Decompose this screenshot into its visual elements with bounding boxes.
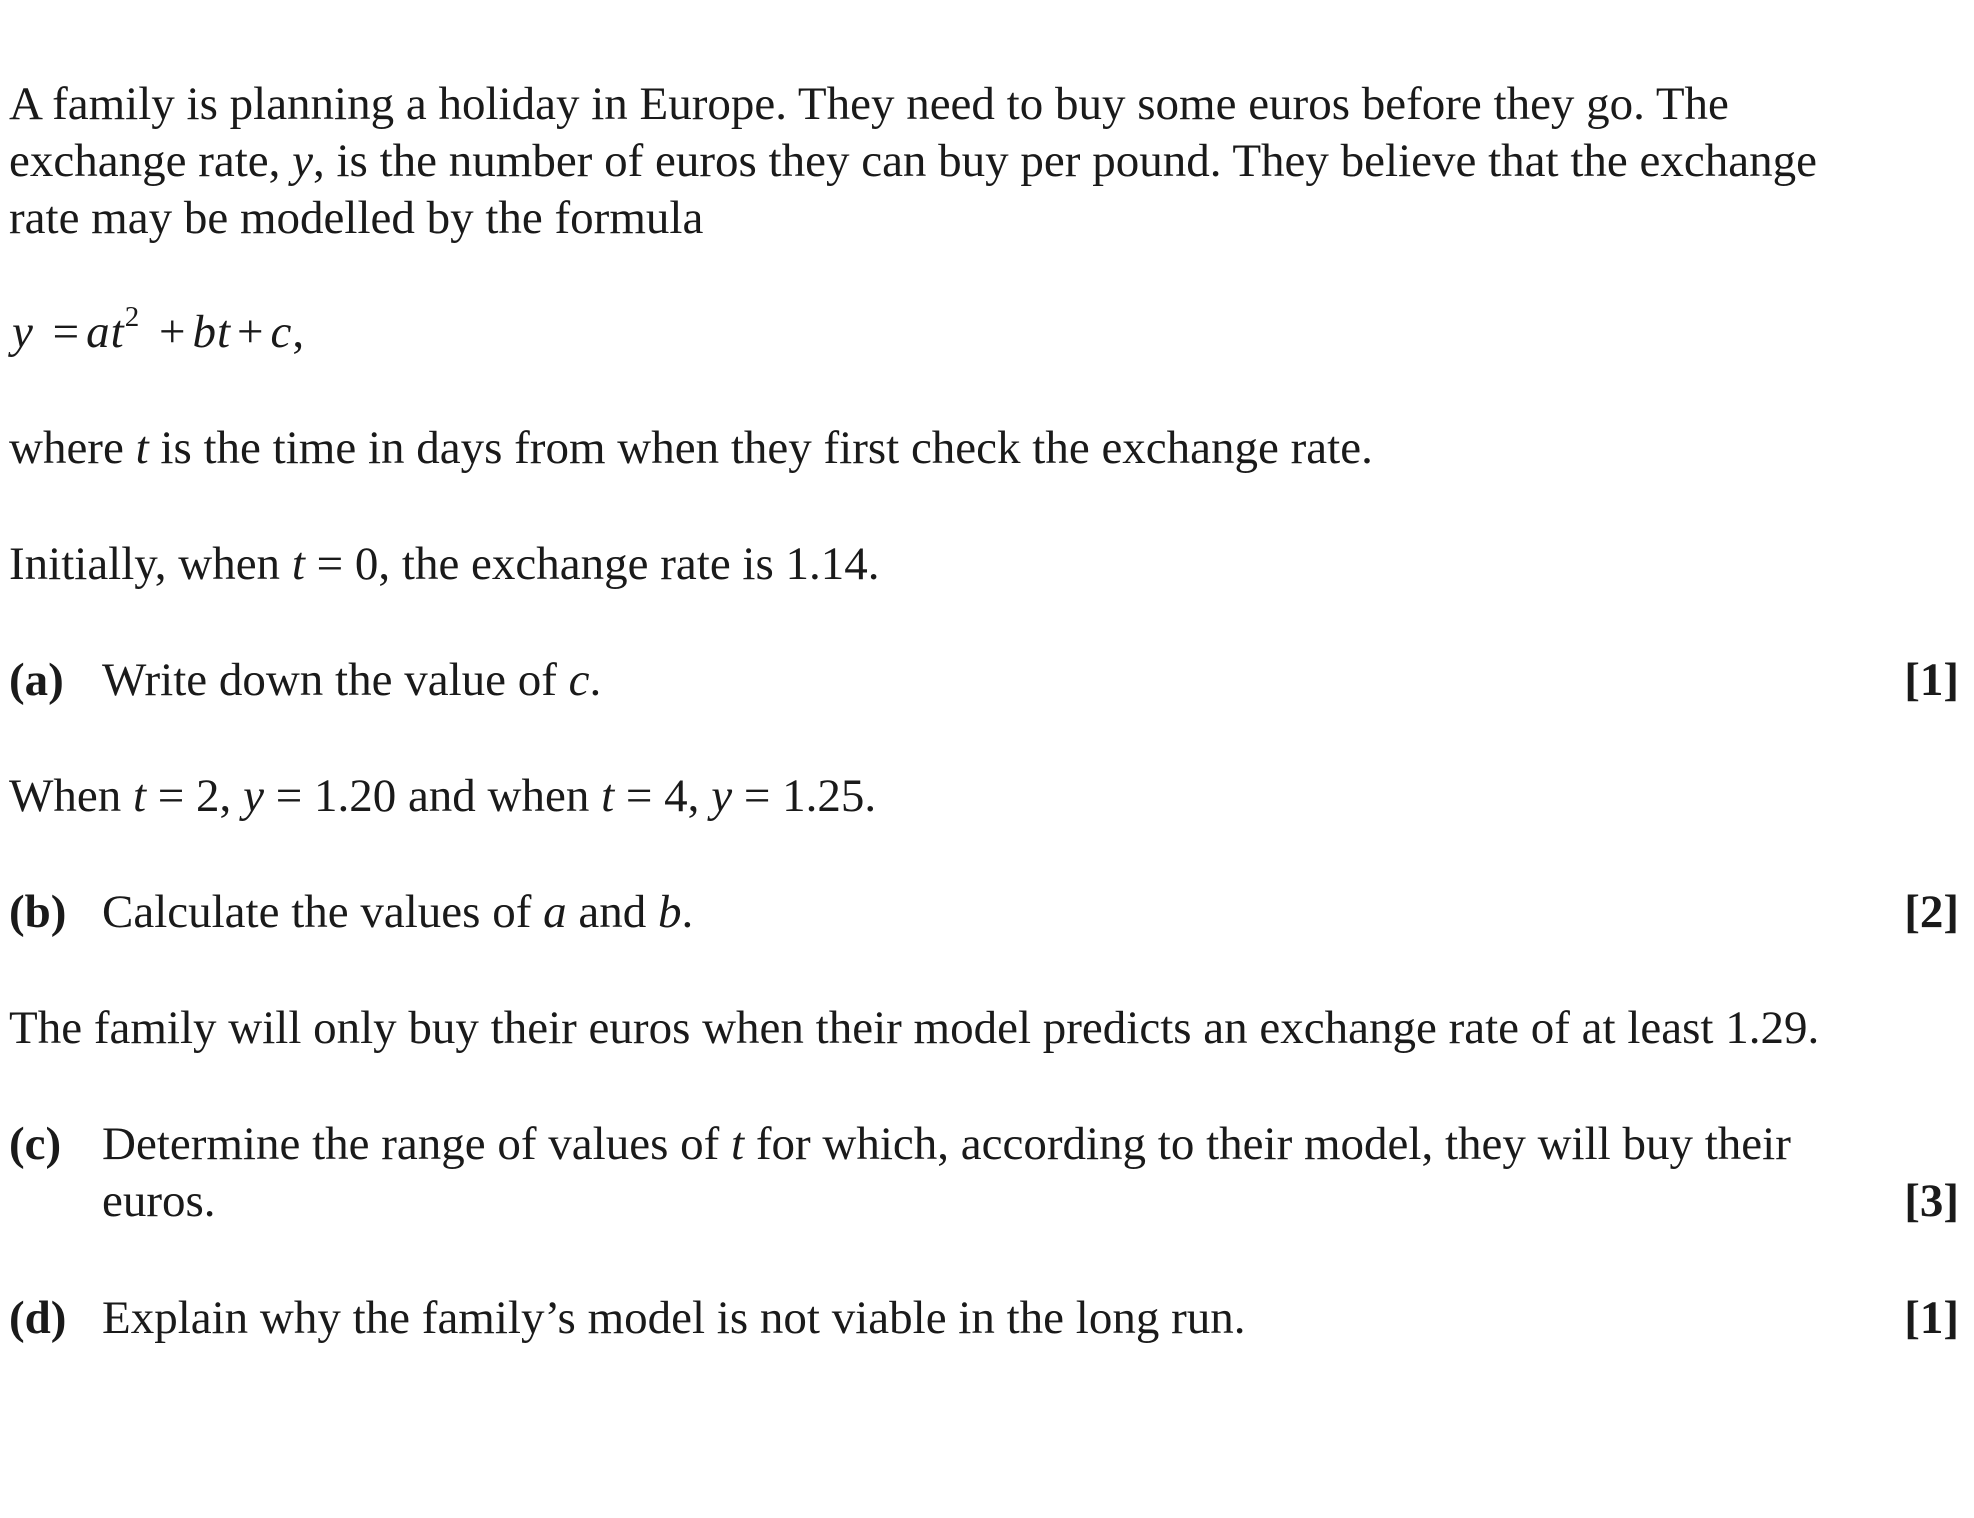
- part-c-label: (c): [9, 1118, 62, 1170]
- when-text-b: = 2,: [146, 770, 244, 822]
- var-t: t: [731, 1118, 745, 1170]
- part-c-marks: [3]: [1904, 1175, 1959, 1227]
- intro-paragraph: [9, 76, 1949, 247]
- formula-exponent: 2: [124, 301, 141, 334]
- part-b-label: (b): [9, 886, 67, 938]
- formula-comma: ,: [292, 306, 306, 358]
- intro-line-2a: exchange rate,: [9, 135, 293, 187]
- initial-text-a: Initially, when: [9, 538, 292, 590]
- formula-at: at: [86, 306, 125, 358]
- formula-plus-1: +: [158, 306, 187, 358]
- var-t: t: [135, 422, 149, 474]
- formula-plus-2: +: [237, 306, 265, 358]
- buy-condition-sentence: The family will only buy their euros when their model predicts an exchange rate of at least 1.29.: [9, 1002, 1820, 1054]
- part-d-label: (d): [9, 1292, 67, 1344]
- part-c-question-line-2: euros.: [102, 1175, 216, 1227]
- var-t: t: [601, 770, 615, 822]
- part-c-question: [102, 1116, 1791, 1173]
- when-text-d: = 4,: [614, 770, 712, 822]
- when-text-c: = 1.20 and when: [263, 770, 602, 822]
- part-a-text-a: Write down the value of: [102, 654, 569, 706]
- part-d-question: Explain why the family’s model is not viable in the long run.: [102, 1292, 1246, 1344]
- var-a: a: [543, 886, 567, 938]
- part-d-marks: [1]: [1904, 1292, 1959, 1344]
- part-a-marks: [1]: [1904, 654, 1959, 706]
- part-a-text-b: .: [589, 654, 602, 706]
- when-text-a: When: [9, 770, 133, 822]
- when-text-e: = 1.25.: [732, 770, 877, 822]
- part-a-label: (a): [9, 654, 64, 706]
- initial-text-b: = 0, the exchange rate is 1.14.: [304, 538, 880, 590]
- where-text-a: where: [9, 422, 136, 474]
- given-values-sentence: [9, 768, 876, 825]
- intro-line-3: rate may be modelled by the formula: [9, 192, 704, 244]
- intro-line-2b: , is the number of euros they can buy per pound. They believe that the exchange: [313, 135, 1817, 187]
- var-t: t: [132, 770, 147, 822]
- part-b-text-a: Calculate the values of: [102, 886, 544, 938]
- where-sentence: [9, 420, 1373, 477]
- var-y: y: [243, 770, 264, 822]
- intro-line-1: A family is planning a holiday in Europe. They need to buy some euros before they go. The: [9, 78, 1729, 130]
- part-c-text-a: Determine the range of values of: [102, 1118, 732, 1170]
- var-t: t: [291, 538, 305, 590]
- var-c: c: [568, 654, 590, 706]
- formula-bt: bt: [192, 306, 232, 358]
- model-formula: [12, 301, 306, 359]
- where-text-b: is the time in days from when they first check the exchange rate.: [148, 422, 1373, 474]
- part-b-question: [102, 884, 693, 941]
- formula-y: y: [12, 306, 34, 358]
- var-y: y: [292, 135, 313, 187]
- part-c-text-b: for which, according to their model, they will buy their: [744, 1118, 1791, 1170]
- part-b-marks: [2]: [1904, 886, 1959, 938]
- formula-c: c: [270, 306, 293, 358]
- part-a-question: [102, 652, 601, 709]
- part-b-text-c: .: [681, 886, 694, 938]
- initial-sentence: [9, 536, 880, 593]
- var-y: y: [711, 770, 733, 822]
- var-b: b: [657, 886, 682, 938]
- part-b-text-b: and: [566, 886, 658, 938]
- formula-equals: =: [52, 306, 81, 358]
